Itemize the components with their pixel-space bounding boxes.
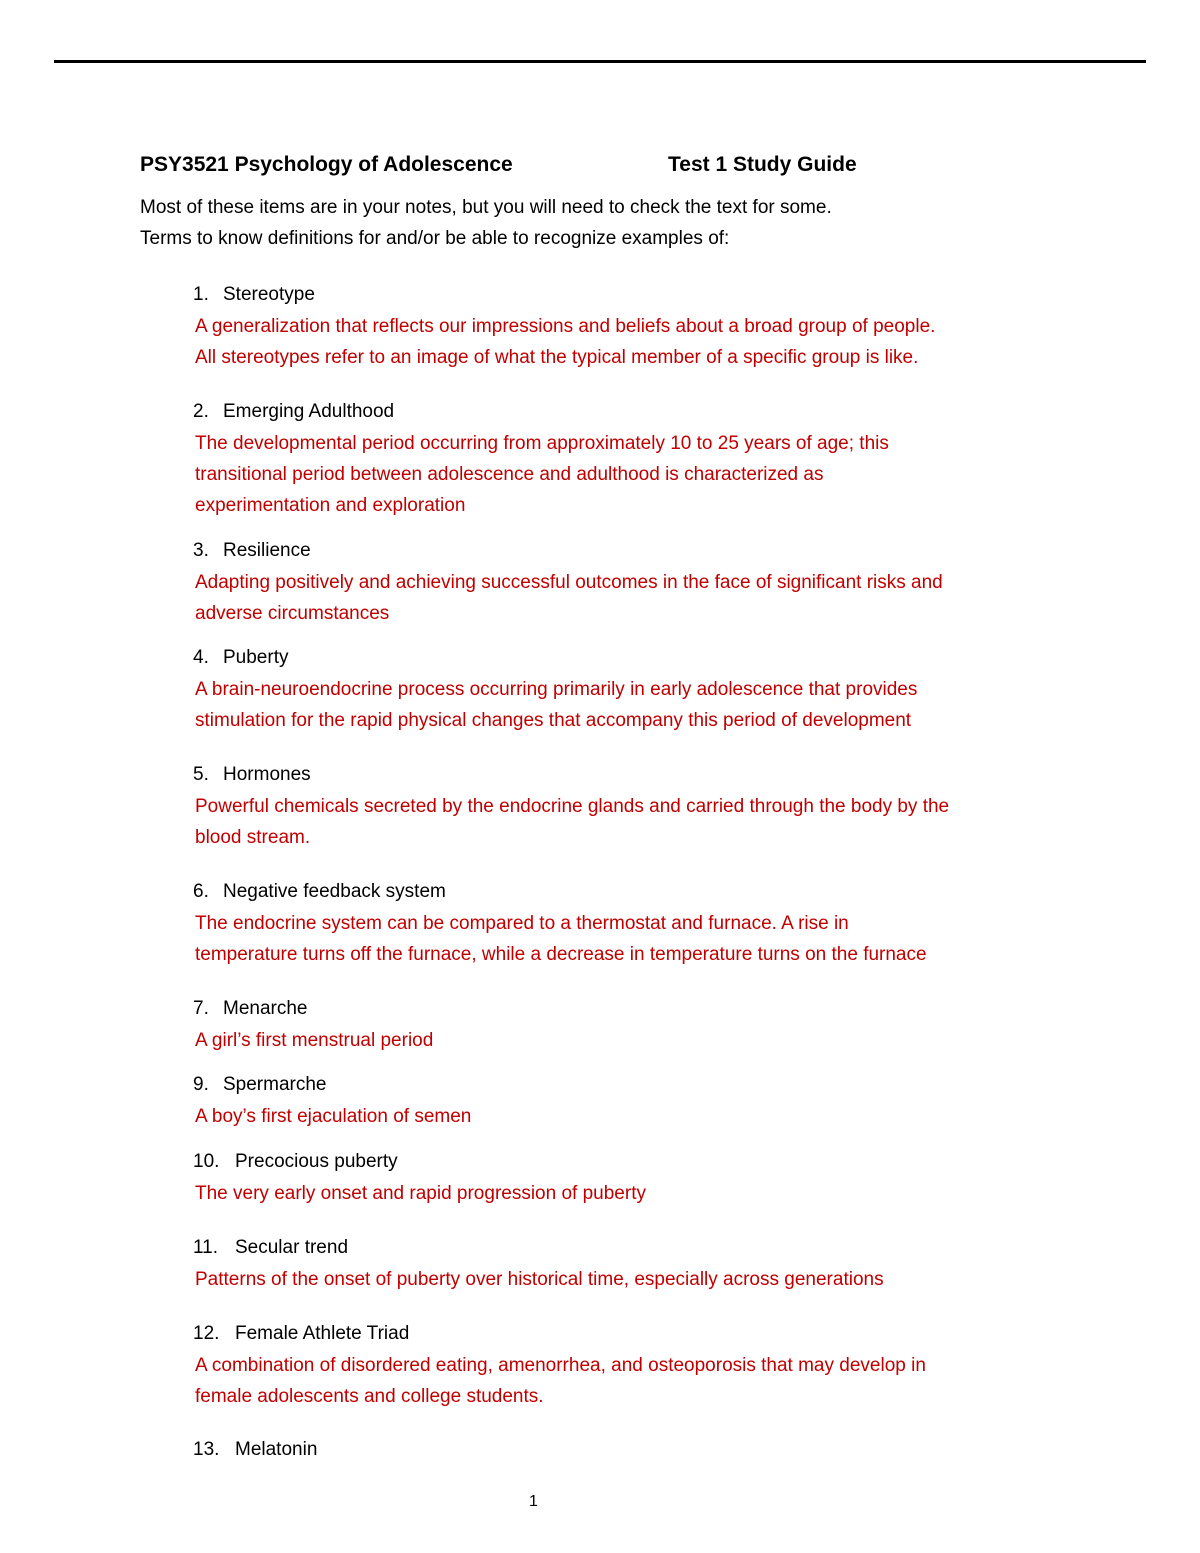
term-label: Menarche [223, 998, 308, 1019]
term-label: Resilience [223, 540, 311, 561]
term-label: Puberty [223, 647, 289, 668]
term-definition [195, 567, 943, 629]
definition-line: A boy’s first ejaculation of semen [195, 1106, 472, 1127]
term-heading [193, 1323, 409, 1345]
definition-line: temperature turns off the furnace, while a decrease in temperature turns on the furnace [195, 944, 927, 965]
term-label: Hormones [223, 764, 311, 785]
term-heading [193, 1237, 348, 1259]
definition-line: adverse circumstances [195, 603, 390, 624]
term-definition [195, 674, 917, 736]
term-number: 4. [193, 647, 209, 668]
term-heading [193, 540, 311, 562]
term-definition [195, 311, 935, 373]
term-number: 10. [193, 1151, 220, 1172]
course-title: PSY3521 Psychology of Adolescence [140, 153, 513, 176]
term-label: Melatonin [235, 1439, 318, 1460]
term-heading [193, 998, 308, 1020]
term-definition [195, 428, 889, 521]
definition-line: A generalization that reflects our impressions and beliefs about a broad group of people. [195, 316, 936, 337]
page-number: 1 [529, 1493, 538, 1510]
term-label: Stereotype [223, 284, 315, 305]
definition-line: The very early onset and rapid progression of puberty [195, 1183, 646, 1204]
guide-title: Test 1 Study Guide [668, 153, 857, 176]
term-heading [193, 881, 446, 903]
term-definition [195, 1264, 884, 1295]
term-heading [193, 284, 315, 306]
term-number: 9. [193, 1074, 209, 1095]
intro-line-2: Terms to know definitions for and/or be able to recognize examples of: [140, 228, 730, 249]
term-label: Emerging Adulthood [223, 401, 395, 422]
definition-line: blood stream. [195, 827, 311, 848]
definition-line: The developmental period occurring from approximately 10 to 25 years of age; this [195, 433, 889, 454]
definition-line: A girl’s first menstrual period [195, 1030, 434, 1051]
term-label: Spermarche [223, 1074, 327, 1095]
term-number: 11. [193, 1237, 219, 1258]
definition-line: stimulation for the rapid physical changes that accompany this period of development [195, 710, 912, 731]
term-number: 6. [193, 881, 209, 902]
definition-line: Patterns of the onset of puberty over historical time, especially across generations [195, 1269, 884, 1290]
term-heading [193, 1151, 398, 1173]
definition-line: All stereotypes refer to an image of what the typical member of a specific group is like. [195, 347, 919, 368]
definition-line: A combination of disordered eating, amenorrhea, and osteoporosis that may develop in [195, 1355, 926, 1376]
term-number: 2. [193, 401, 209, 422]
definition-line: Adapting positively and achieving successful outcomes in the face of significant risks and [195, 572, 943, 593]
definition-line: Powerful chemicals secreted by the endocrine glands and carried through the body by the [195, 796, 950, 817]
definition-line: The endocrine system can be compared to a thermostat and furnace. A rise in [195, 913, 849, 934]
term-label: Secular trend [235, 1237, 349, 1258]
definition-line: transitional period between adolescence and adulthood is characterized as [195, 464, 824, 485]
term-number: 3. [193, 540, 209, 561]
term-heading [193, 1074, 327, 1096]
document-header [140, 153, 857, 177]
term-heading [193, 764, 311, 786]
term-definition [195, 1025, 433, 1056]
term-number: 7. [193, 998, 209, 1019]
term-number: 12. [193, 1323, 220, 1344]
term-heading [193, 401, 394, 423]
definition-line: experimentation and exploration [195, 495, 466, 516]
term-definition [195, 791, 949, 853]
term-heading [193, 1439, 317, 1461]
term-label: Negative feedback system [223, 881, 446, 902]
top-rule [54, 60, 1146, 63]
term-number: 1. [193, 284, 209, 305]
term-number: 5. [193, 764, 209, 785]
term-definition [195, 1178, 646, 1209]
term-number: 13. [193, 1439, 220, 1460]
term-label: Female Athlete Triad [235, 1323, 410, 1344]
term-definition [195, 1350, 926, 1412]
definition-line: A brain-neuroendocrine process occurring primarily in early adolescence that provides [195, 679, 918, 700]
term-definition [195, 1101, 471, 1132]
intro-line-1: Most of these items are in your notes, but you will need to check the text for some. [140, 197, 832, 218]
term-heading [193, 647, 288, 669]
term-definition [195, 908, 927, 970]
definition-line: female adolescents and college students. [195, 1386, 544, 1407]
term-label: Precocious puberty [235, 1151, 398, 1172]
